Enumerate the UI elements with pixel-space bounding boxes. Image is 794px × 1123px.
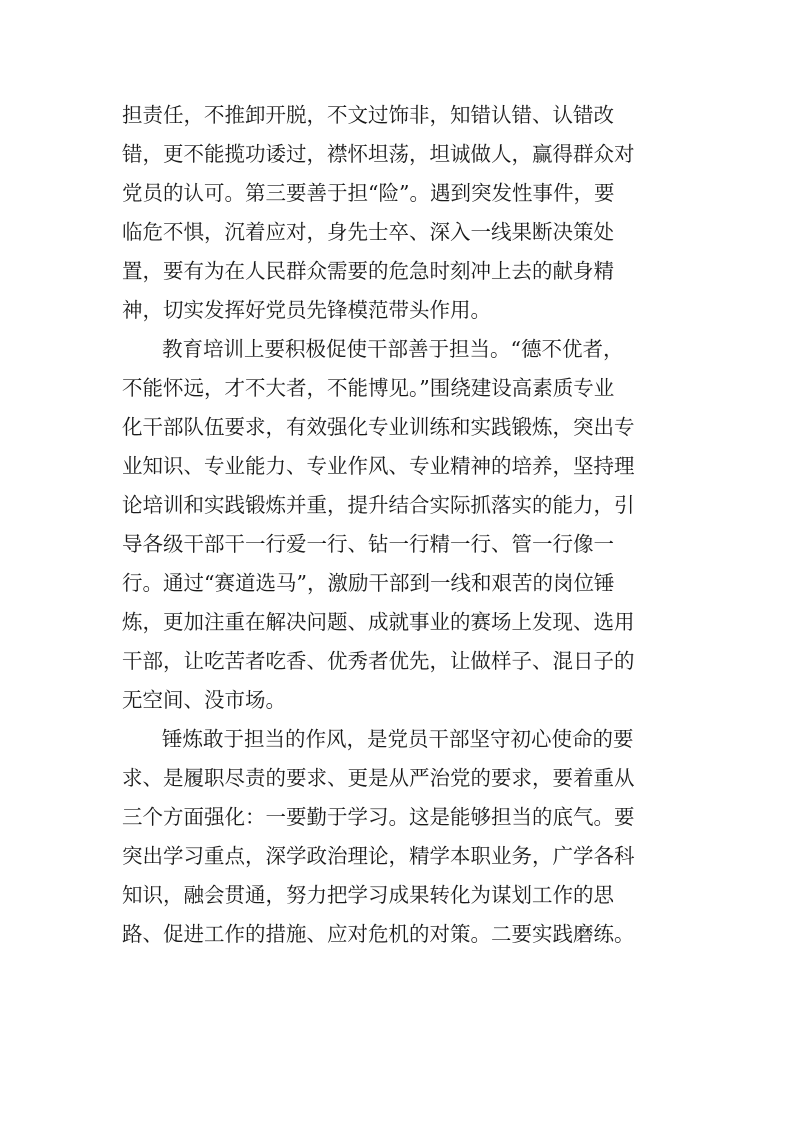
text-line: 党员的认可。第三要善于担“险”。遇到突发性事件，要 (122, 181, 615, 205)
body-text (122, 96, 652, 954)
text-line: 业知识、专业能力、专业作风、专业精神的培养，坚持理 (122, 454, 635, 478)
text-line: 路、促进工作的措施、应对危机的对策。二要实践磨练。 (122, 922, 635, 946)
text-line: 置，要有为在人民群众需要的危急时刻冲上去的献身精 (122, 259, 614, 283)
text-line: 知识，融会贯通，努力把学习成果转化为谋划工作的思 (122, 883, 614, 907)
text-line: 求、是履职尽责的要求、更是从严治党的要求，要着重从 (122, 766, 635, 790)
text-line: 担责任，不推卸开脱，不文过饰非，知错认错、认错改 (122, 103, 614, 127)
text-line: 导各级干部干一行爱一行、钻一行精一行、管一行像一 (122, 532, 614, 556)
text-line: 临危不惧，沉着应对，身先士卒、深入一线果断决策处 (122, 220, 614, 244)
paragraph-start: 锤炼敢于担当的作风，是党员干部坚守初心使命的要 (162, 727, 634, 751)
text-line: 炼，更加注重在解决问题、成就事业的赛场上发现、选用 (122, 610, 635, 634)
text-line: 错，更不能揽功诿过，襟怀坦荡，坦诚做人，赢得群众对 (122, 142, 635, 166)
paragraph-start: 教育培训上要积极促使干部善于担当。“德不优者， (162, 337, 624, 361)
text-line: 行。通过“赛道选马”，激励干部到一线和艰苦的岗位锤 (122, 571, 615, 595)
text-line: 神，切实发挥好党员先锋模范带头作用。 (122, 298, 491, 322)
text-line: 三个方面强化：一要勤于学习。这是能够担当的底气。要 (122, 805, 635, 829)
text-line: 化干部队伍要求，有效强化专业训练和实践锻炼，突出专 (122, 415, 635, 439)
text-line: 论培训和实践锻炼并重，提升结合实际抓落实的能力，引 (122, 493, 635, 517)
text-line: 无空间、没市场。 (122, 688, 286, 712)
text-line: 不能怀远，才不大者，不能博见。”围绕建设高素质专业 (122, 376, 615, 400)
text-line: 干部，让吃苦者吃香、优秀者优先，让做样子、混日子的 (122, 649, 635, 673)
text-line: 突出学习重点，深学政治理论，精学本职业务，广学各科 (122, 844, 635, 868)
